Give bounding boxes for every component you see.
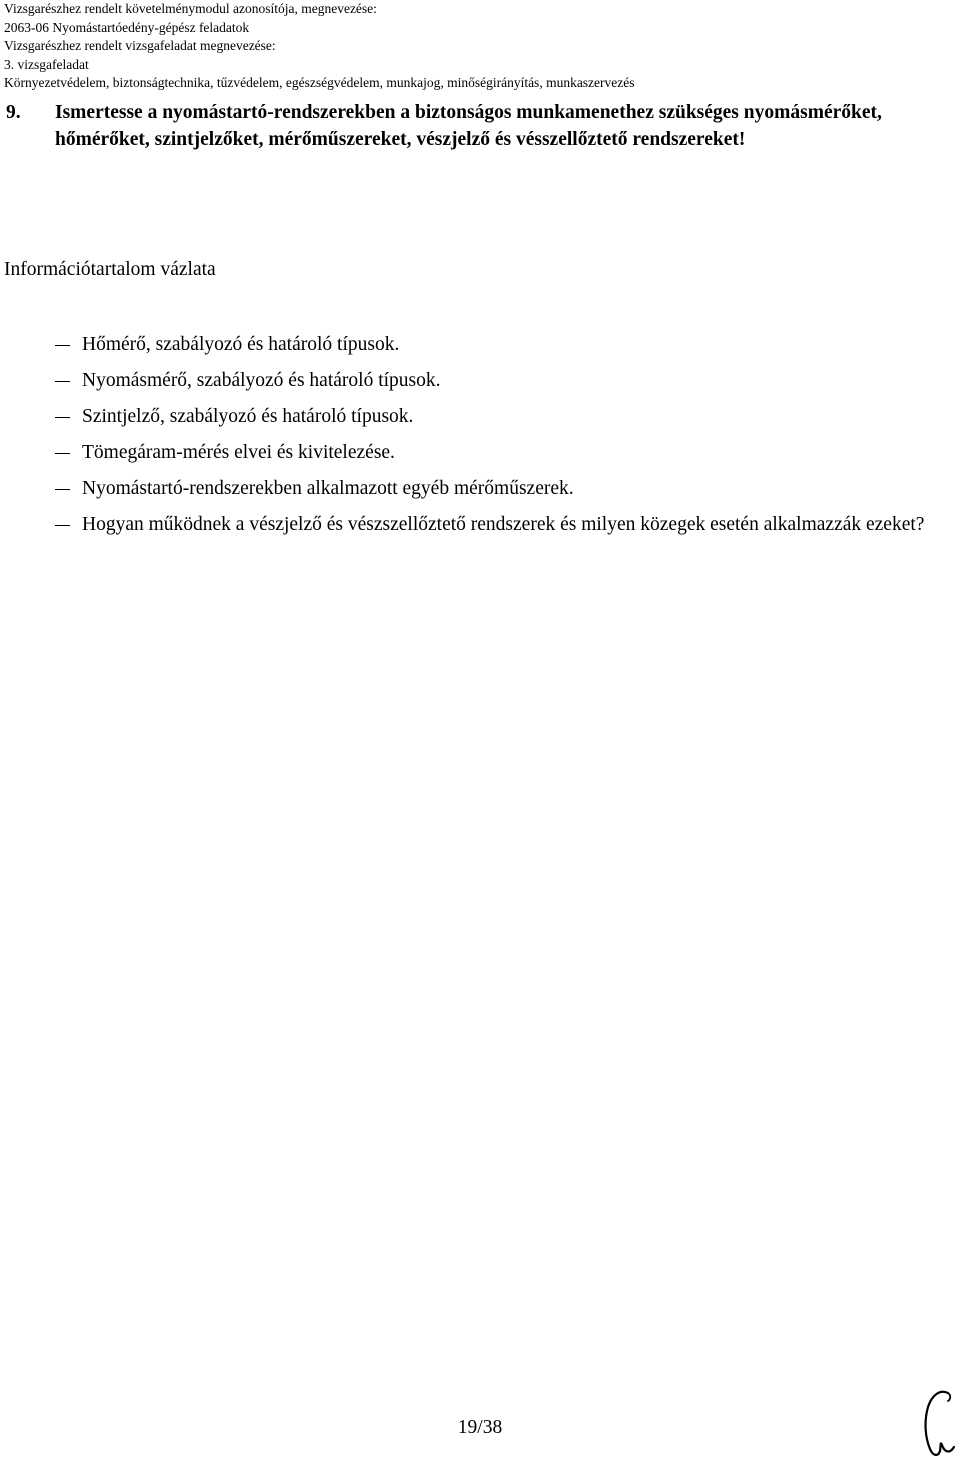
header-task-label: Vizsgarészhez rendelt vizsgafeladat megnevezése: xyxy=(4,38,276,53)
outline-item-text: Nyomásmérő, szabályozó és határoló típusok. xyxy=(82,370,441,391)
dash-bullet-icon xyxy=(55,453,70,454)
header-task-topics: Környezetvédelem, biztonságtechnika, tűzvédelem, egészségvédelem, munkajog, minőségirányítás, munkaszervezés xyxy=(4,75,635,90)
outline-item xyxy=(55,512,935,538)
dash-bullet-icon xyxy=(55,489,70,490)
outline-item-text: Szintjelző, szabályozó és határoló típusok. xyxy=(82,406,414,427)
outline-item-text: Tömegáram-mérés elvei és kivitelezése. xyxy=(82,442,395,463)
header-module-label: Vizsgarészhez rendelt követelménymodul azonosítója, megnevezése: xyxy=(4,1,377,16)
page-number: 19/38 xyxy=(457,1417,503,1438)
dash-bullet-icon xyxy=(55,525,70,526)
question-text: Ismertesse a nyomástartó-rendszerekben a biztonságos munkamenethez szükséges nyomásmérőket, hőmérőket, szintjelzőket, mérőműszereket, vészjelző és vésszellőztető rendszereket! xyxy=(55,102,882,150)
header-module-name: 2063-06 Nyomástartóedény-gépész feladatok xyxy=(4,19,250,35)
outline-item xyxy=(55,332,935,358)
outline-item xyxy=(55,368,935,394)
outline-title: Információtartalom vázlata xyxy=(4,259,216,280)
outline-item-text: Nyomástartó-rendszerekben alkalmazott egyéb mérőműszerek. xyxy=(82,478,574,499)
question-block xyxy=(6,100,906,153)
header-task-number: 3. vizsgafeladat xyxy=(4,56,89,72)
outline-item-text: Hogyan működnek a vészjelző és vészszellőztető rendszerek és milyen közegek esetén alkalmazzák ezeket? xyxy=(82,514,925,535)
question-number: 9. xyxy=(6,102,21,123)
dash-bullet-icon xyxy=(55,345,70,346)
outline-item xyxy=(55,476,935,502)
signature-mark xyxy=(918,1385,958,1460)
outline-item xyxy=(55,440,935,466)
dash-bullet-icon xyxy=(55,381,70,382)
document-header xyxy=(4,0,954,93)
outline-item xyxy=(55,404,935,430)
outline-list xyxy=(55,332,935,548)
outline-item-text: Hőmérő, szabályozó és határoló típusok. xyxy=(82,334,400,355)
dash-bullet-icon xyxy=(55,417,70,418)
